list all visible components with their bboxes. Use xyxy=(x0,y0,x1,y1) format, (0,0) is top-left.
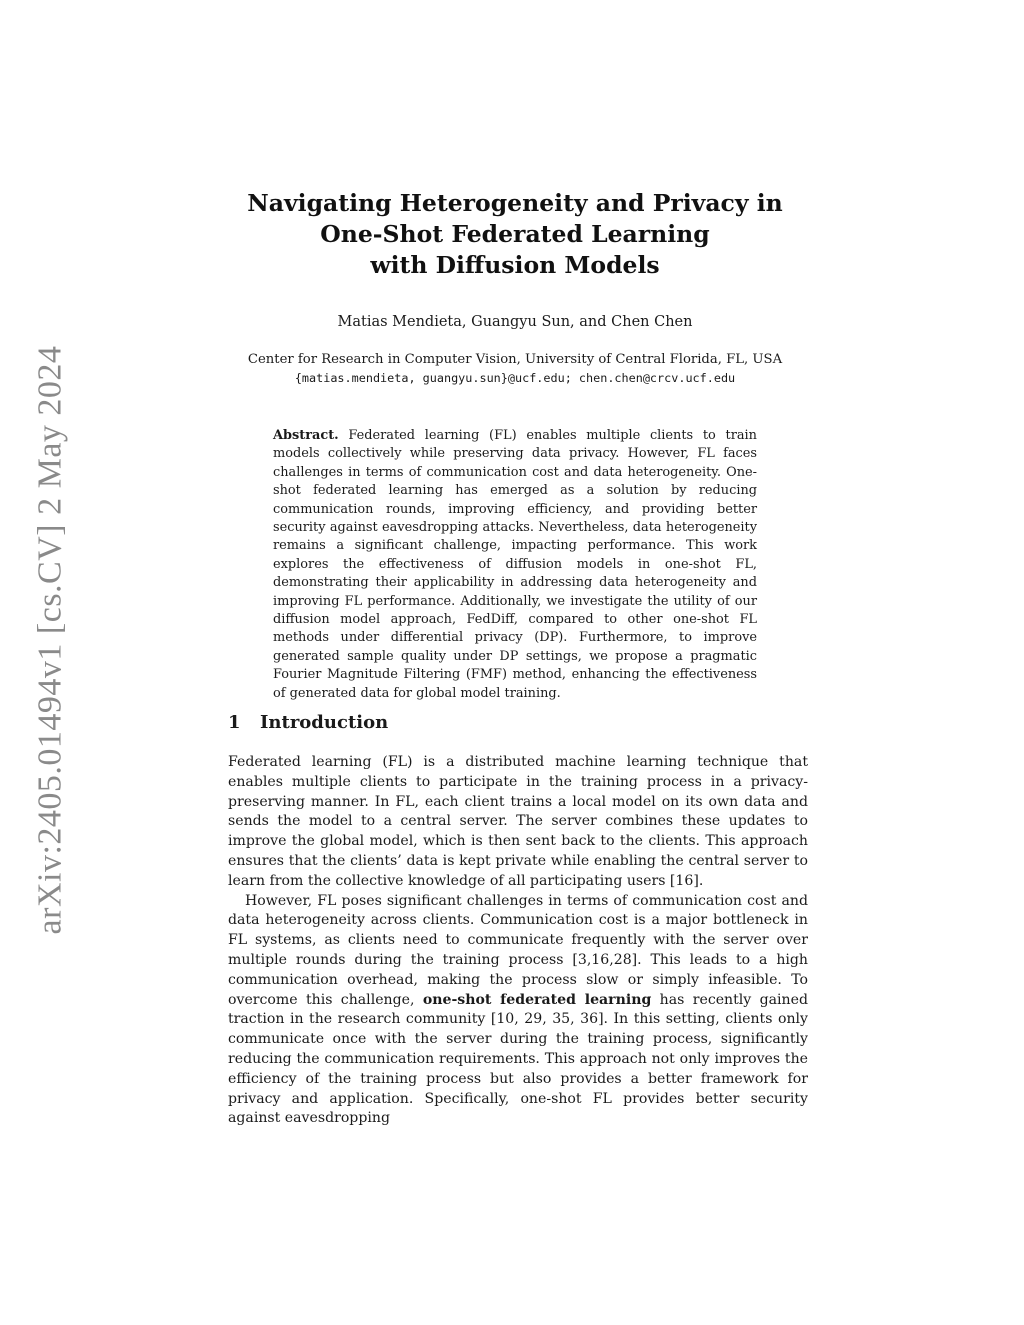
author-list: Matias Mendieta, Guangyu Sun, and Chen Chen xyxy=(337,314,693,330)
paragraph-text: has recently gained traction in the research community [10, 29, 35, 36]. In this setting, clients only communicate once with the server during the training process, significantly reducing the communication requirements. This approach not only improves the efficiency of the training process but also provides a better framework for privacy and application. Specifically, one-shot FL provides better security against eavesdropping xyxy=(228,991,808,1127)
abstract-text: Federated learning (FL) enables multiple clients to train models collectively while preserving data privacy. However, FL faces challenges in terms of communication cost and data heterogeneity. One-shot federated learning has emerged as a solution by reducing communication rounds, improving efficiency, and providing better security against eavesdropping attacks. Nevertheless, data heterogeneity remains a significant challenge, impacting performance. This work explores the effectiveness of diffusion models in one-shot FL, demonstrating their applicability in addressing data heterogeneity and improving FL performance. Additionally, we investigate the utility of our diffusion model approach, FedDiff, compared to other one-shot FL methods under differential privacy (DP). Furthermore, to improve generated sample quality under DP settings, we propose a pragmatic Fourier Magnitude Filtering (FMF) method, enhancing the effectiveness of generated data for global model training. xyxy=(273,428,757,701)
section-heading xyxy=(228,712,808,733)
arxiv-identifier-text: arXiv:2405.01494v1 [cs.CV] 2 May 2024 xyxy=(31,345,69,935)
section-number: 1 xyxy=(228,712,241,733)
emphasized-term: one-shot federated learning xyxy=(422,991,652,1008)
paper-title-line: Navigating Heterogeneity and Privacy in xyxy=(247,189,783,217)
section-title: Introduction xyxy=(260,712,389,733)
author-emails: {matias.mendieta, guangyu.sun}@ucf.edu; chen.chen@crcv.ucf.edu xyxy=(294,371,736,385)
affiliation-text: Center for Research in Computer Vision, University of Central Florida, FL, USA xyxy=(247,352,783,367)
paper-title-line: One-Shot Federated Learning xyxy=(320,220,710,248)
body-paragraph xyxy=(228,892,808,1130)
arxiv-identifier-stamp xyxy=(20,345,80,935)
affiliation-block xyxy=(200,350,830,388)
body-paragraph: Federated learning (FL) is a distributed machine learning technique that enables multiple clients to participate in the training process in a privacy-preserving manner. In FL, each client trains a local model on its own data and sends the model to a central server. The server combines these updates to improve the global model, which is then sent back to the clients. This approach ensures that the clients’ data is kept private while enabling the central server to learn from the collective knowledge of all participating users [16]. xyxy=(228,754,808,889)
abstract xyxy=(273,427,757,703)
paper-title-line: with Diffusion Models xyxy=(370,251,660,279)
introduction-body xyxy=(228,753,808,1129)
paper-title xyxy=(230,188,800,281)
abstract-label: Abstract. xyxy=(273,428,339,443)
paragraph-text: However, FL poses significant challenges in terms of communication cost and data heterogeneity across clients. Communication cost is a major bottleneck in FL systems, as clients need to communicate frequently with the server over multiple rounds during the training process [3,16,28]. This leads to a high communication overhead, making the process slow or simply infeasible. To overcome this challenge, xyxy=(228,892,808,1008)
